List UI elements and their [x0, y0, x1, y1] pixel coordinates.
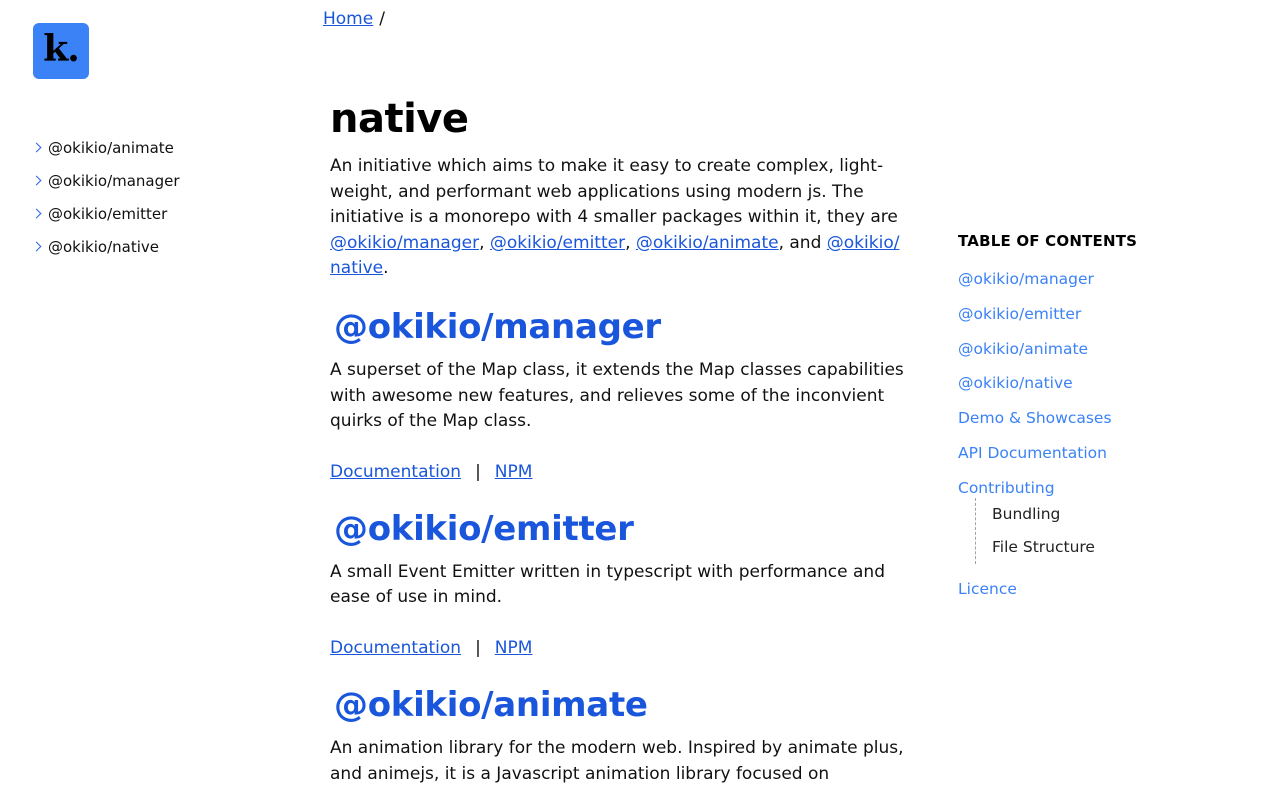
toc-title: TABLE OF CONTENTS: [958, 232, 1138, 250]
toc-item-licence[interactable]: Licence: [958, 579, 1017, 598]
intro-and: , and: [778, 232, 827, 253]
chevron-right-icon: [32, 209, 42, 219]
toc-item-animate[interactable]: @okikio/animate: [958, 339, 1089, 358]
intro-link-manager[interactable]: @okikio/manager: [330, 232, 480, 253]
table-of-contents: [958, 232, 1238, 612]
sidebar-item-label: @okikio/emitter: [48, 204, 168, 223]
section-links-manager: [330, 460, 905, 484]
section-heading-manager: @okikio/manager: [334, 306, 661, 347]
chevron-right-icon: [32, 242, 42, 252]
documentation-link[interactable]: Documentation: [330, 637, 462, 658]
breadcrumb-home-link[interactable]: Home: [323, 9, 374, 29]
sidebar-item-label: @okikio/animate: [48, 138, 174, 157]
section-links-emitter: [330, 636, 905, 660]
toc-item-emitter[interactable]: @okikio/emitter: [958, 304, 1082, 323]
link-divider: |: [475, 461, 481, 482]
section-heading-emitter: @okikio/emitter: [334, 508, 634, 549]
chevron-right-icon: [32, 143, 42, 153]
intro-paragraph: [330, 154, 905, 282]
breadcrumb-separator: /: [379, 9, 385, 29]
sidebar-item-animate[interactable]: [33, 131, 273, 164]
intro-comma: ,: [625, 232, 636, 253]
section-text-emitter: A small Event Emitter written in typescript with performance and ease of use in mind.: [330, 561, 885, 608]
toc-item-native[interactable]: @okikio/native: [958, 374, 1073, 393]
intro-comma: ,: [479, 232, 490, 253]
page-title: native: [330, 96, 469, 142]
toc-item-contributing[interactable]: Contributing: [958, 478, 1055, 497]
toc-sublist: [975, 498, 1238, 564]
section-heading-animate: @okikio/animate: [334, 684, 648, 725]
npm-link[interactable]: NPM: [494, 461, 533, 482]
toc-subitem-bundling[interactable]: Bundling: [992, 504, 1061, 523]
breadcrumb: [323, 9, 385, 29]
chevron-right-icon: [32, 176, 42, 186]
intro-end: .: [383, 258, 389, 279]
documentation-link[interactable]: Documentation: [330, 461, 462, 482]
sidebar: [33, 131, 273, 263]
section-text-animate: An animation library for the modern web. Inspired by animate plus, and animejs, it is a Javascript animation library focused on: [330, 737, 904, 784]
toc-subitem-file-structure[interactable]: File Structure: [992, 537, 1095, 556]
logo-text: k.: [43, 28, 79, 70]
intro-link-emitter[interactable]: @okikio/emitter: [489, 232, 626, 253]
sidebar-item-native[interactable]: [33, 230, 273, 263]
intro-link-native[interactable]: @okikio/native: [330, 232, 900, 279]
sidebar-item-label: @okikio/native: [48, 237, 159, 256]
intro-text: An initiative which aims to make it easy to create complex, light-weight, and performant web applications using modern js. The initiative is a monorepo with 4 smaller packages within it, they are: [330, 156, 898, 228]
section-text-manager: A superset of the Map class, it extends the Map classes capabilities with awesome new features, and relieves some of the inconvient quirks of the Map class.: [330, 359, 904, 432]
sidebar-item-label: @okikio/manager: [48, 171, 180, 190]
sidebar-item-manager[interactable]: [33, 164, 273, 197]
main-content: [330, 92, 905, 787]
toc-item-demo[interactable]: Demo & Showcases: [958, 409, 1112, 428]
npm-link[interactable]: NPM: [494, 637, 533, 658]
logo[interactable]: [33, 23, 89, 79]
toc-item-api[interactable]: API Documentation: [958, 443, 1107, 462]
intro-link-animate[interactable]: @okikio/animate: [635, 232, 779, 253]
toc-list: [958, 268, 1238, 612]
link-divider: |: [475, 637, 481, 658]
toc-item-manager[interactable]: @okikio/manager: [958, 270, 1094, 288]
sidebar-item-emitter[interactable]: [33, 197, 273, 230]
